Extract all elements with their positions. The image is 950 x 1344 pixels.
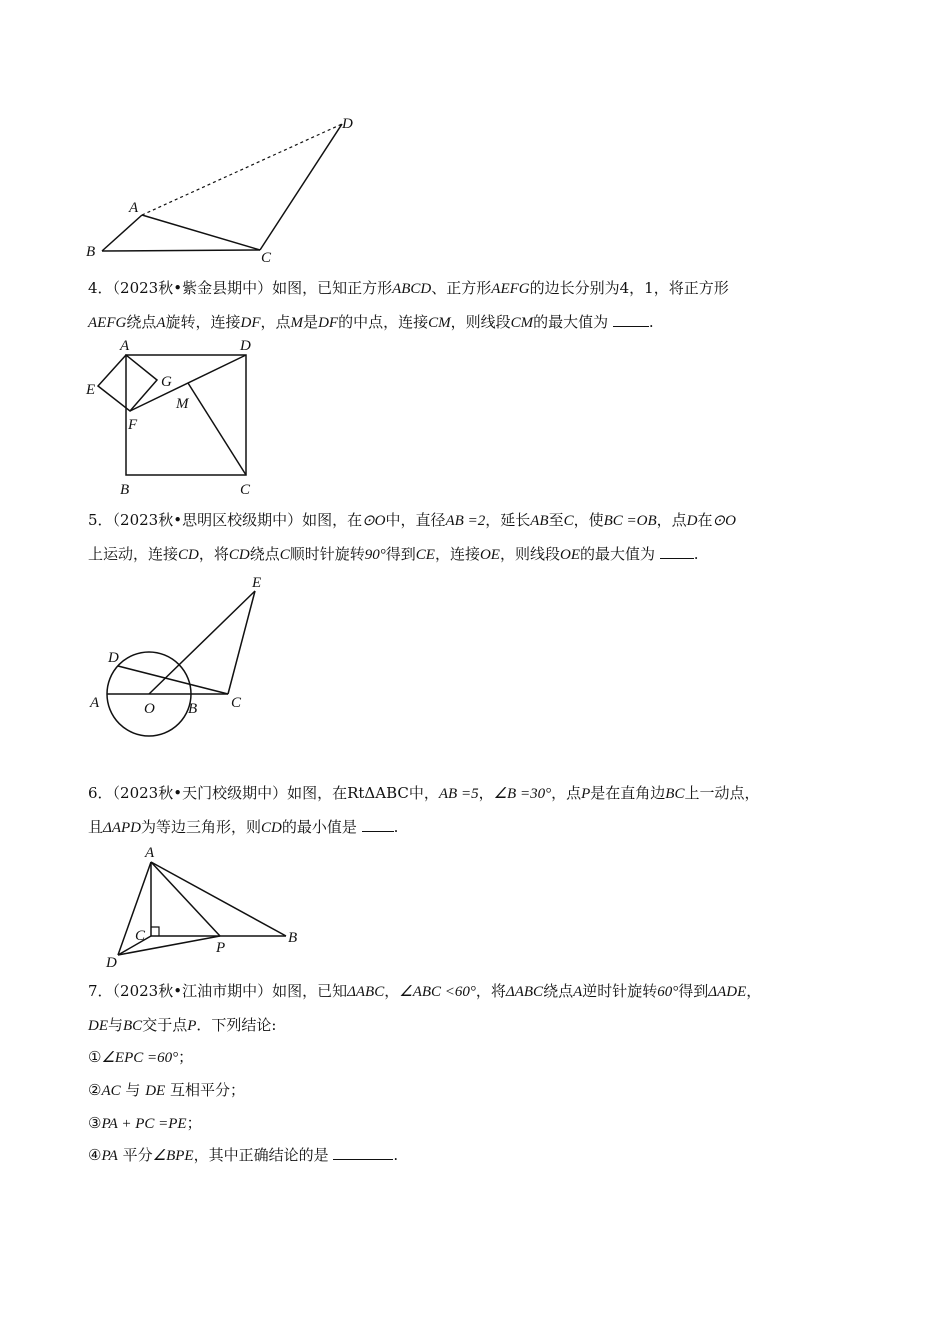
question-number: 4． [88,279,113,297]
label-C: C [135,928,146,944]
q4-line1: 4．（2023秋•紫金县期中）如图，已知正方形ABCD、正方形AEFG的边长分别为4，1，将正方形 [88,279,729,297]
figure-q5 [80,568,280,743]
question-source: （2023秋•江油市期中） [112,982,273,1000]
segment-BA [102,215,142,251]
label-C: C [231,695,242,711]
q7-line1: 7．（2023秋•江油市期中）如图，已知ΔABC，∠ABC <60°，将ΔABC绕点A逆时针旋转60°得到ΔADE， [88,982,762,1000]
segment-AB [151,862,286,936]
question-number: 7． [88,982,113,1000]
q4-line2: AEFG绕点A旋转，连接DF，点M是DF的中点，连接CM，则线段CM的最大值为 . [88,313,654,331]
label-D: D [342,116,353,132]
label-M: M [176,396,189,412]
label-F: F [128,417,138,433]
label-A: A [129,200,139,216]
segment-BC [102,250,260,251]
label-D: D [240,338,251,354]
label-A: A [120,338,130,354]
label-D: D [108,650,119,666]
segment-MC [188,383,246,475]
answer-blank[interactable] [660,544,694,559]
label-B: B [188,701,198,717]
q7-conclusion-1: ①∠EPC =60°； [88,1048,194,1066]
label-B: B [120,482,130,498]
question-number: 5． [88,511,113,529]
answer-blank[interactable] [362,817,394,832]
q6-line1: 6．（2023秋•天门校级期中）如图，在RtΔABC中，AB =5，∠B =30°，点P是在直角边BC上一动点， [88,784,760,802]
right-angle-mark [151,927,159,936]
label-C: C [261,250,272,266]
q7-conclusion-3: ③PA + PC =PE； [88,1114,202,1132]
figure-q4 [80,336,280,501]
q7-conclusion-2: ②AC 与 DE 互相平分； [88,1081,245,1099]
q6-line2: 且ΔAPD为等边三角形，则CD的最小值是 . [88,818,399,836]
label-O: O [144,701,155,717]
question-number: 6． [88,784,113,802]
segment-OE [149,591,255,694]
segment-AP [151,862,220,936]
answer-blank[interactable] [333,1145,393,1160]
figure-q6 [100,840,320,975]
label-P: P [216,940,226,956]
q5-line1: 5．（2023秋•思明区校级期中）如图，在⊙O中，直径AB =2，延长AB至C，使BC =OB，点D在⊙O [88,511,736,529]
label-A: A [90,695,100,711]
q7-conclusion-4: ④PA 平分∠BPE，其中正确结论的是 . [88,1146,399,1164]
segment-CE [228,591,255,694]
label-D: D [106,955,117,971]
answer-blank[interactable] [613,312,649,327]
label-E: E [252,575,262,591]
q5-line2: 上运动，连接CD，将CD绕点C顺时针旋转90°得到CE，连接OE，则线段OE的最大值为 . [88,545,699,563]
question-source: （2023秋•思明区校级期中） [112,511,303,529]
question-source: （2023秋•天门校级期中） [112,784,288,802]
figure-q3 [80,108,380,268]
label-A: A [145,845,155,861]
label-B: B [86,244,96,260]
label-B: B [288,930,298,946]
square-ABCD [126,355,246,475]
question-source: （2023秋•紫金县期中） [112,279,273,297]
label-G: G [161,374,172,390]
label-E: E [86,382,96,398]
q7-line2: DE与BC交于点P．下列结论: [88,1016,277,1034]
label-C: C [240,482,251,498]
segment-AC [142,215,260,250]
